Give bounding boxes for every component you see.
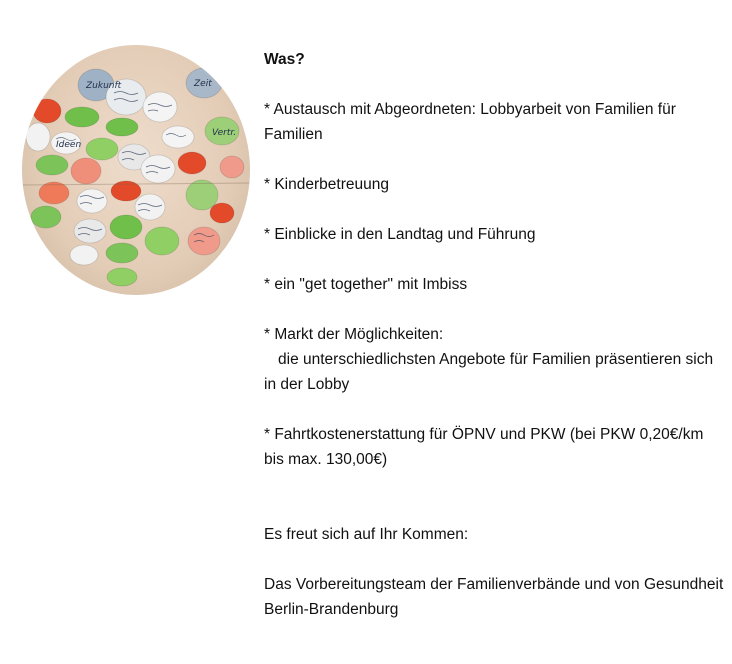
bullet-fahrtkosten: * Fahrtkostenerstattung für ÖPNV und PKW (bei PKW 0,20€/km bis max. 130,00€): [264, 426, 704, 468]
bullet-landtag: * Einblicke in den Landtag und Führung: [264, 226, 536, 243]
cards-photo: [22, 45, 250, 295]
bullet-markt-detail: [264, 347, 724, 397]
event-description: [264, 47, 724, 622]
bullet-kinderbetreuung: * Kinderbetreuung: [264, 176, 389, 193]
bullet-austausch: * Austausch mit Abgeordneten: Lobbyarbeit von Familien für Familien: [264, 101, 676, 143]
bullet-get-together: * ein "get together" mit Imbiss: [264, 276, 468, 293]
note-zeit: Zeit: [194, 79, 212, 89]
closing-text: Es freut sich auf Ihr Kommen:: [264, 526, 469, 543]
note-vertrauen: Vertr.: [212, 128, 237, 138]
signature-text: Das Vorbereitungsteam der Familienverbände und von Gesundheit Berlin-Brandenburg: [264, 576, 724, 618]
cards-illustration: [22, 45, 250, 295]
bullet-markt-title: * Markt der Möglichkeiten:: [264, 326, 444, 343]
note-ideen: Ideen: [56, 140, 82, 150]
section-heading: Was?: [264, 51, 305, 68]
markt-detail-text: die unterschiedlichsten Angebote für Familien präsentieren sich in der Lobby: [264, 351, 714, 393]
note-zukunft: Zukunft: [86, 81, 122, 91]
